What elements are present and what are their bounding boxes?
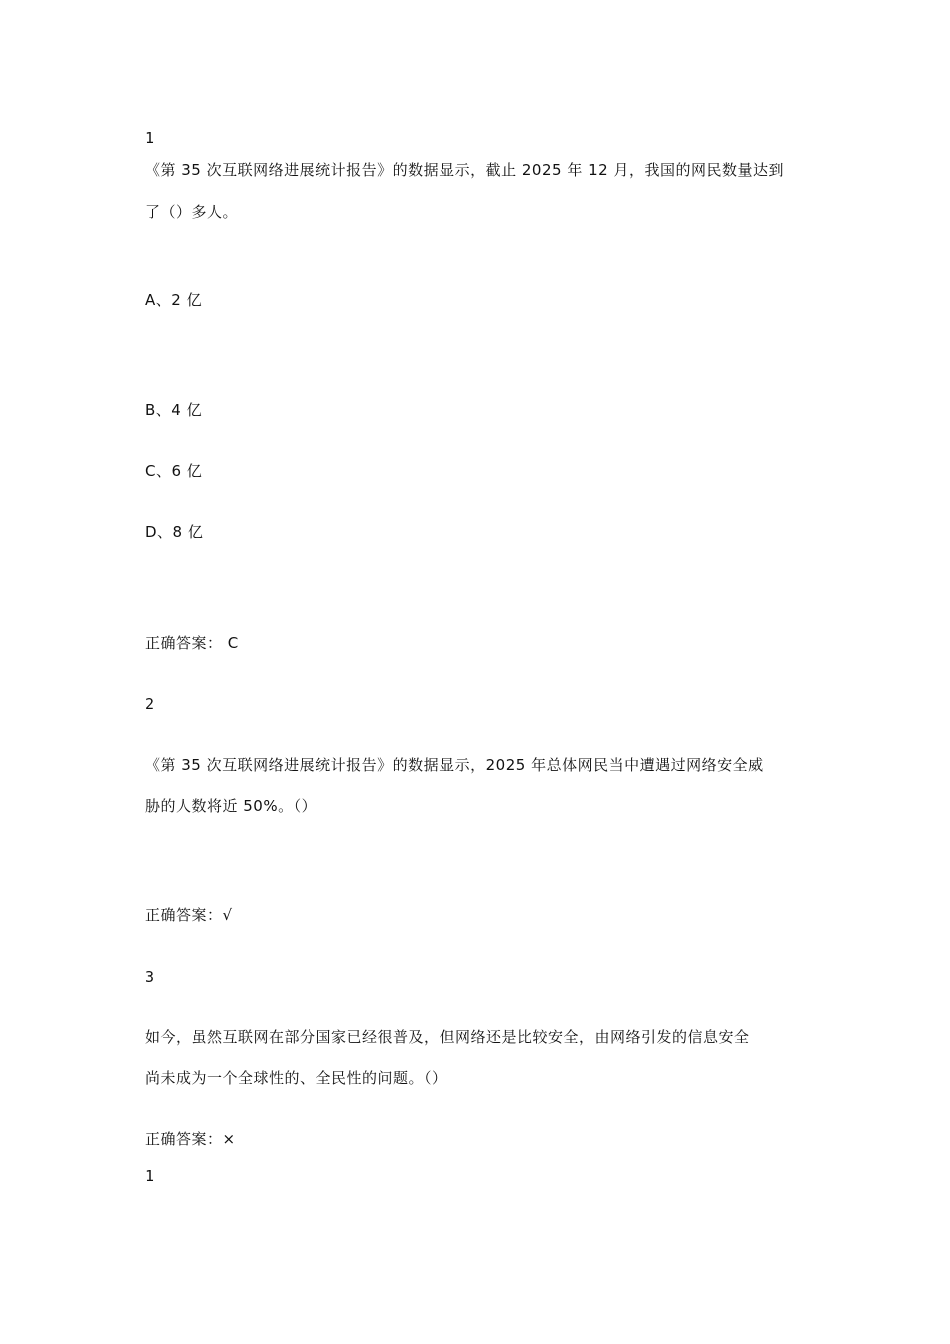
question-text-line: 了（）多人。: [145, 203, 239, 221]
question-text-line: 如今，虽然互联网在部分国家已经很普及，但网络还是比较安全，由网络引发的信息安全: [145, 1028, 750, 1046]
correct-answer: 正确答案： C: [145, 634, 239, 652]
option-c: C、6 亿: [145, 462, 203, 480]
question-number: 2: [145, 695, 155, 713]
question-text-line: 《第 35 次互联网络进展统计报告》的数据显示，截止 2025 年 12 月，我国的网民数量达到: [145, 161, 784, 179]
trailing-question-number: 1: [145, 1167, 155, 1185]
question-text-line: 《第 35 次互联网络进展统计报告》的数据显示，2025 年总体网民当中遭遇过网络安全威: [145, 756, 764, 774]
option-d: D、8 亿: [145, 523, 204, 541]
correct-answer: 正确答案：×: [145, 1130, 236, 1148]
question-text-line: 胁的人数将近 50%。（）: [145, 797, 318, 815]
option-a: A、2 亿: [145, 291, 203, 309]
correct-answer: 正确答案：√: [145, 906, 233, 924]
question-number: 3: [145, 968, 155, 986]
question-number: 1: [145, 129, 155, 147]
question-text-line: 尚未成为一个全球性的、全民性的问题。（）: [145, 1069, 448, 1087]
option-b: B、4 亿: [145, 401, 203, 419]
